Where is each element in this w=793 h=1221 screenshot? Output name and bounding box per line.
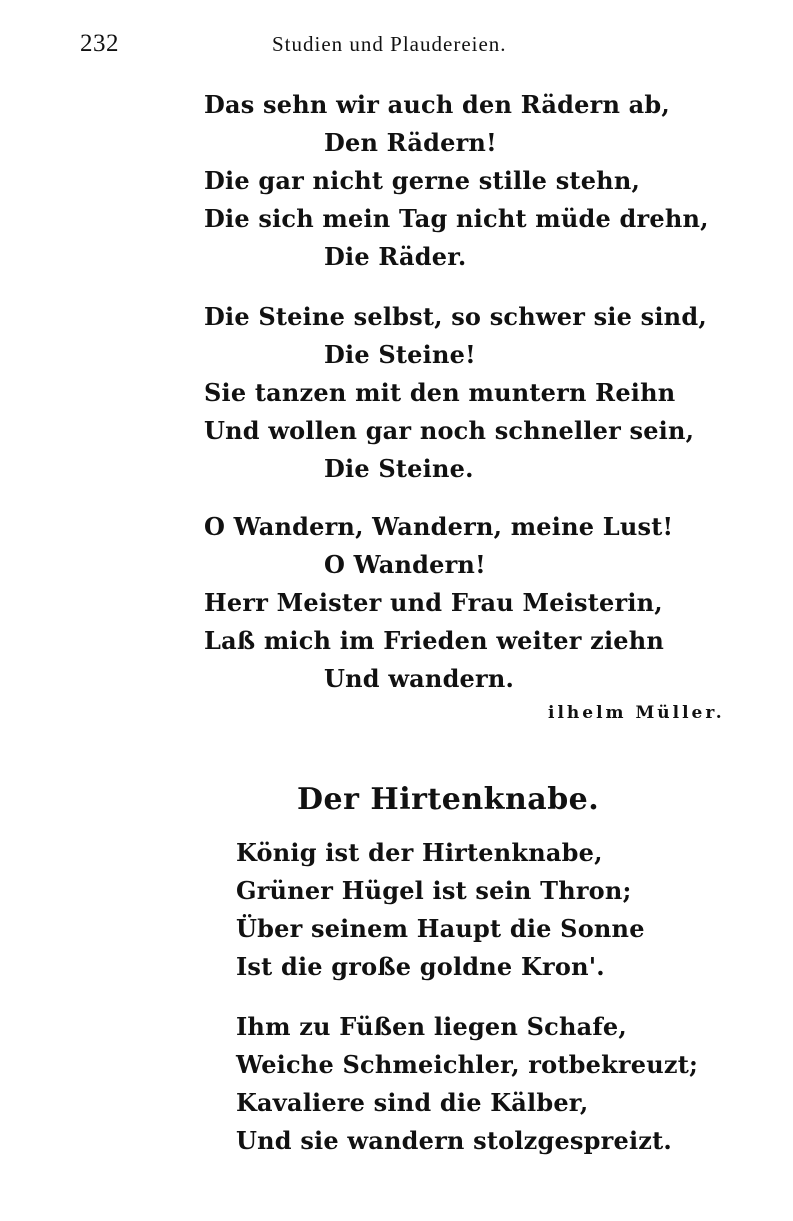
verse-line-refrain: Die Räder. (324, 242, 467, 271)
page-number: 232 (80, 30, 119, 57)
verse-line: Herr Meister und Frau Meisterin, (204, 588, 663, 617)
verse-line: Laß mich im Frieden weiter ziehn (204, 626, 665, 655)
verse-line: Die gar nicht gerne stille stehn, (204, 166, 641, 195)
verse-line: Und wollen gar noch schneller sein, (204, 416, 695, 445)
verse-line: Über seinem Haupt die Sonne (236, 914, 645, 943)
verse-line: Und sie wandern stolzgespreizt. (236, 1126, 672, 1155)
verse-line: Kavaliere sind die Kälber, (236, 1088, 589, 1117)
verse-line: Das sehn wir auch den Rädern ab, (204, 90, 670, 119)
verse-line: Weiche Schmeichler, rotbekreuzt; (236, 1050, 699, 1079)
verse-line: Grüner Hügel ist sein Thron; (236, 876, 632, 905)
verse-line: Ihm zu Füßen liegen Schafe, (236, 1012, 627, 1041)
verse-line: Die Steine selbst, so schwer sie sind, (204, 302, 707, 331)
verse-line-refrain: Und wandern. (324, 664, 515, 693)
verse-line: O Wandern, Wandern, meine Lust! (204, 512, 674, 541)
verse-line-refrain: Den Rädern! (324, 128, 497, 157)
verse-line: Die sich mein Tag nicht müde drehn, (204, 204, 709, 233)
verse-line: Sie tanzen mit den muntern Reihn (204, 378, 676, 407)
verse-line-refrain: Die Steine. (324, 454, 474, 483)
verse-line-refrain: Die Steine! (324, 340, 476, 369)
verse-line-refrain: O Wandern! (324, 550, 486, 579)
verse-line: Ist die große goldne Kron'. (236, 952, 605, 981)
verse-line: König ist der Hirtenknabe, (236, 838, 603, 867)
poem-title: Der Hirtenknabe. (297, 782, 600, 817)
running-head: Studien und Plaudereien. (272, 32, 507, 56)
author-attribution: ilhelm Müller. (548, 703, 725, 723)
